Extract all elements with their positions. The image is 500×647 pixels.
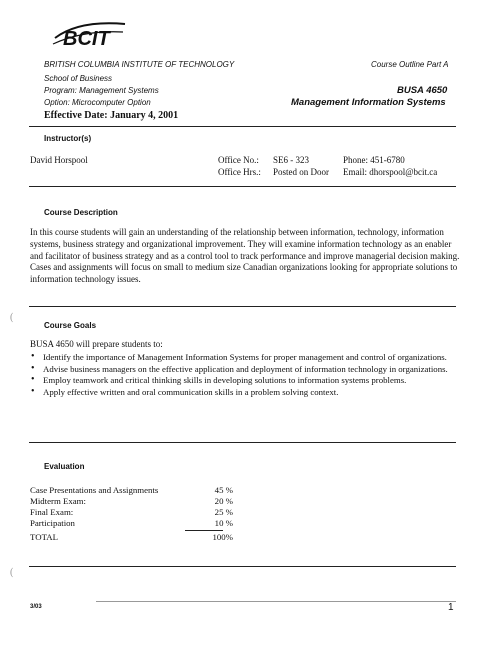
course-title: Management Information Systems xyxy=(291,97,446,108)
description-text: In this course students will gain an understanding of the relationship between information, technology, information systems, business strategy and organizational improvement. They will examine information technology as an enabler and facilitator of business strategy and as a control tool to track performance and improve managerial decision making. Cases and assignments will focus on small to medium size Canadian organizations looking for appropriate solutions to information technology issues. xyxy=(30,227,460,285)
instructor-phone: Phone: 451-6780 xyxy=(343,155,405,165)
evaluation-value: 20 % xyxy=(214,496,233,506)
evaluation-value: 10 % xyxy=(214,518,233,528)
office-hrs-label: Office Hrs.: xyxy=(218,167,261,177)
footer-code: 3/03 xyxy=(30,604,42,610)
divider xyxy=(29,186,456,187)
evaluation-label: TOTAL xyxy=(30,532,58,542)
bcit-logo xyxy=(49,18,129,54)
office-no-label: Office No.: xyxy=(218,155,259,165)
divider xyxy=(29,126,456,127)
program-name: Program: Management Systems xyxy=(44,86,159,95)
evaluation-value: 45 % xyxy=(214,485,233,495)
goal-item: • Identify the importance of Management Information Systems for proper management and control of organizations. xyxy=(30,352,460,363)
outline-label: Course Outline Part A xyxy=(371,60,449,69)
logo-text: BCIT xyxy=(63,28,110,50)
evaluation-label: Midterm Exam: xyxy=(30,496,86,506)
instructor-name: David Horspool xyxy=(30,155,88,165)
bcit-logo-graphic xyxy=(49,18,129,54)
office-hrs: Posted on Door xyxy=(273,167,329,177)
evaluation-value: 25 % xyxy=(214,507,233,517)
instructor-email: Email: dhorspool@bcit.ca xyxy=(343,167,438,177)
goals-list xyxy=(30,352,460,398)
footer-rule xyxy=(96,601,456,602)
description-heading: Course Description xyxy=(44,208,118,217)
divider xyxy=(29,566,456,567)
evaluation-value: 100% xyxy=(212,532,233,542)
evaluation-label: Case Presentations and Assignments xyxy=(30,485,159,495)
evaluation-label: Final Exam: xyxy=(30,507,74,517)
course-code: BUSA 4650 xyxy=(397,85,448,96)
page-number: 1 xyxy=(448,602,454,613)
goals-intro: BUSA 4650 will prepare students to: xyxy=(30,339,163,349)
total-rule xyxy=(185,530,223,531)
institute-name: BRITISH COLUMBIA INSTITUTE OF TECHNOLOGY xyxy=(44,60,235,69)
school-name: School of Business xyxy=(44,74,113,83)
scan-mark: ( xyxy=(10,312,14,323)
scan-mark: ( xyxy=(10,567,14,578)
instructor-heading: Instructor(s) xyxy=(44,134,92,143)
evaluation-label: Participation xyxy=(30,518,75,528)
goal-item: • Advise business managers on the effective application and deployment of information technology in organizations. xyxy=(30,364,460,375)
option-name: Option: Microcomputer Option xyxy=(44,98,151,107)
divider xyxy=(29,442,456,443)
goal-item: • Employ teamwork and critical thinking skills in developing solutions to information systems problems. xyxy=(30,375,460,386)
evaluation-heading: Evaluation xyxy=(44,462,85,471)
effective-date: Effective Date: January 4, 2001 xyxy=(44,110,179,121)
office-no: SE6 - 323 xyxy=(273,155,309,165)
goal-item: • Apply effective written and oral communication skills in a problem solving context. xyxy=(30,387,460,398)
divider xyxy=(29,306,456,307)
goals-heading: Course Goals xyxy=(44,321,97,330)
